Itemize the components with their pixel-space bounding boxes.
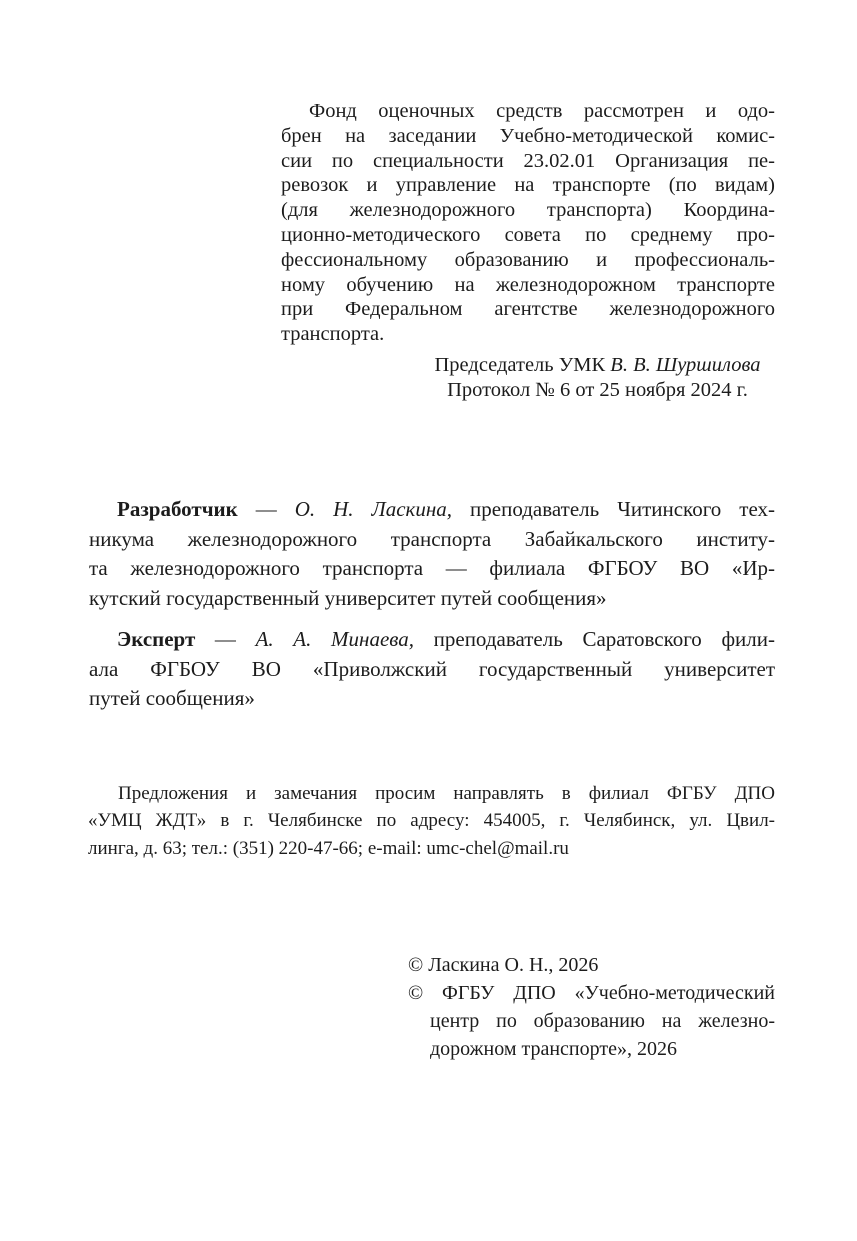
developer-name: О. Н. Ласкина,	[294, 497, 453, 521]
paragraph-line: та железнодорожного транспорта — филиала ФГБОУ ВО «Ир-	[89, 556, 775, 580]
paragraph-line: сии по специальности 23.02.01 Организация пе-	[281, 149, 775, 172]
paragraph-line: «УМЦ ЖДТ» в г. Челябинске по адресу: 454005, г. Челябинск, ул. Цвил-	[88, 810, 775, 832]
paragraph-line: Предложения и замечания просим направлять в филиал ФГБУ ДПО	[118, 783, 775, 804]
paragraph-line: Фонд оценочных средств рассмотрен и одо-	[309, 100, 775, 122]
protocol-line: Протокол № 6 от 25 ноября 2024 г.	[447, 379, 748, 401]
expert-description: преподаватель Саратовского фили-	[413, 627, 775, 651]
copyright-author-line: © Ласкина О. Н., 2026	[408, 954, 599, 976]
expert-first-line	[89, 625, 775, 655]
copyright-publisher-line: © ФГБУ ДПО «Учебно-методический	[408, 982, 775, 1004]
developer-paragraph	[89, 495, 775, 613]
expert-paragraph	[89, 625, 775, 714]
developer-description: преподаватель Читинского тех-	[452, 497, 775, 521]
contact-details-line: линга, д. 63; тел.: (351) 220-47-66; e-mail: umc-chel@mail.ru	[88, 837, 569, 859]
paragraph-line: (для железнодорожного транспорта) Координа-	[281, 199, 775, 222]
paragraph-line: ревозок и управление на транспорте (по видам)	[281, 174, 775, 197]
expert-label: Эксперт	[117, 627, 196, 651]
dash-separator: —	[237, 497, 295, 521]
copyright-publisher-line: дорожном транспорте», 2026	[430, 1038, 677, 1060]
paragraph-line: ала ФГБОУ ВО «Приволжский государственный университет	[89, 656, 775, 681]
paragraph-line: кутский государственный университет путей сообщения»	[89, 585, 607, 610]
signature-block	[420, 353, 775, 403]
paragraph-line: фессиональному образованию и профессиональ-	[281, 248, 775, 271]
contact-paragraph	[88, 780, 775, 862]
paragraph-line: путей сообщения»	[89, 686, 255, 710]
expert-name: А. А. Минаева,	[255, 627, 414, 651]
developer-first-line	[89, 495, 775, 525]
copyright-block	[408, 951, 775, 1063]
paragraph-line: брен на заседании Учебно-методической комис-	[281, 124, 775, 147]
dash-separator: —	[195, 627, 256, 651]
developer-label: Разработчик	[117, 497, 238, 521]
paragraph-line: транспорта.	[281, 323, 385, 346]
paragraph-line: никума железнодорожного транспорта Забайкальского институ-	[89, 526, 775, 551]
chairman-line	[420, 353, 775, 378]
approval-paragraph	[281, 99, 775, 347]
copyright-publisher-line: центр по образованию на железно-	[430, 1010, 775, 1032]
paragraph-line: ному обучению на железнодорожном транспорте	[281, 273, 775, 296]
chairman-name: В. В. Шуршилова	[610, 354, 761, 376]
paragraph-line: ционно-методического совета по среднему про-	[281, 223, 775, 246]
paragraph-line: при Федеральном агентстве железнодорожного	[281, 298, 775, 321]
chairman-role: Председатель УМК	[434, 354, 611, 376]
